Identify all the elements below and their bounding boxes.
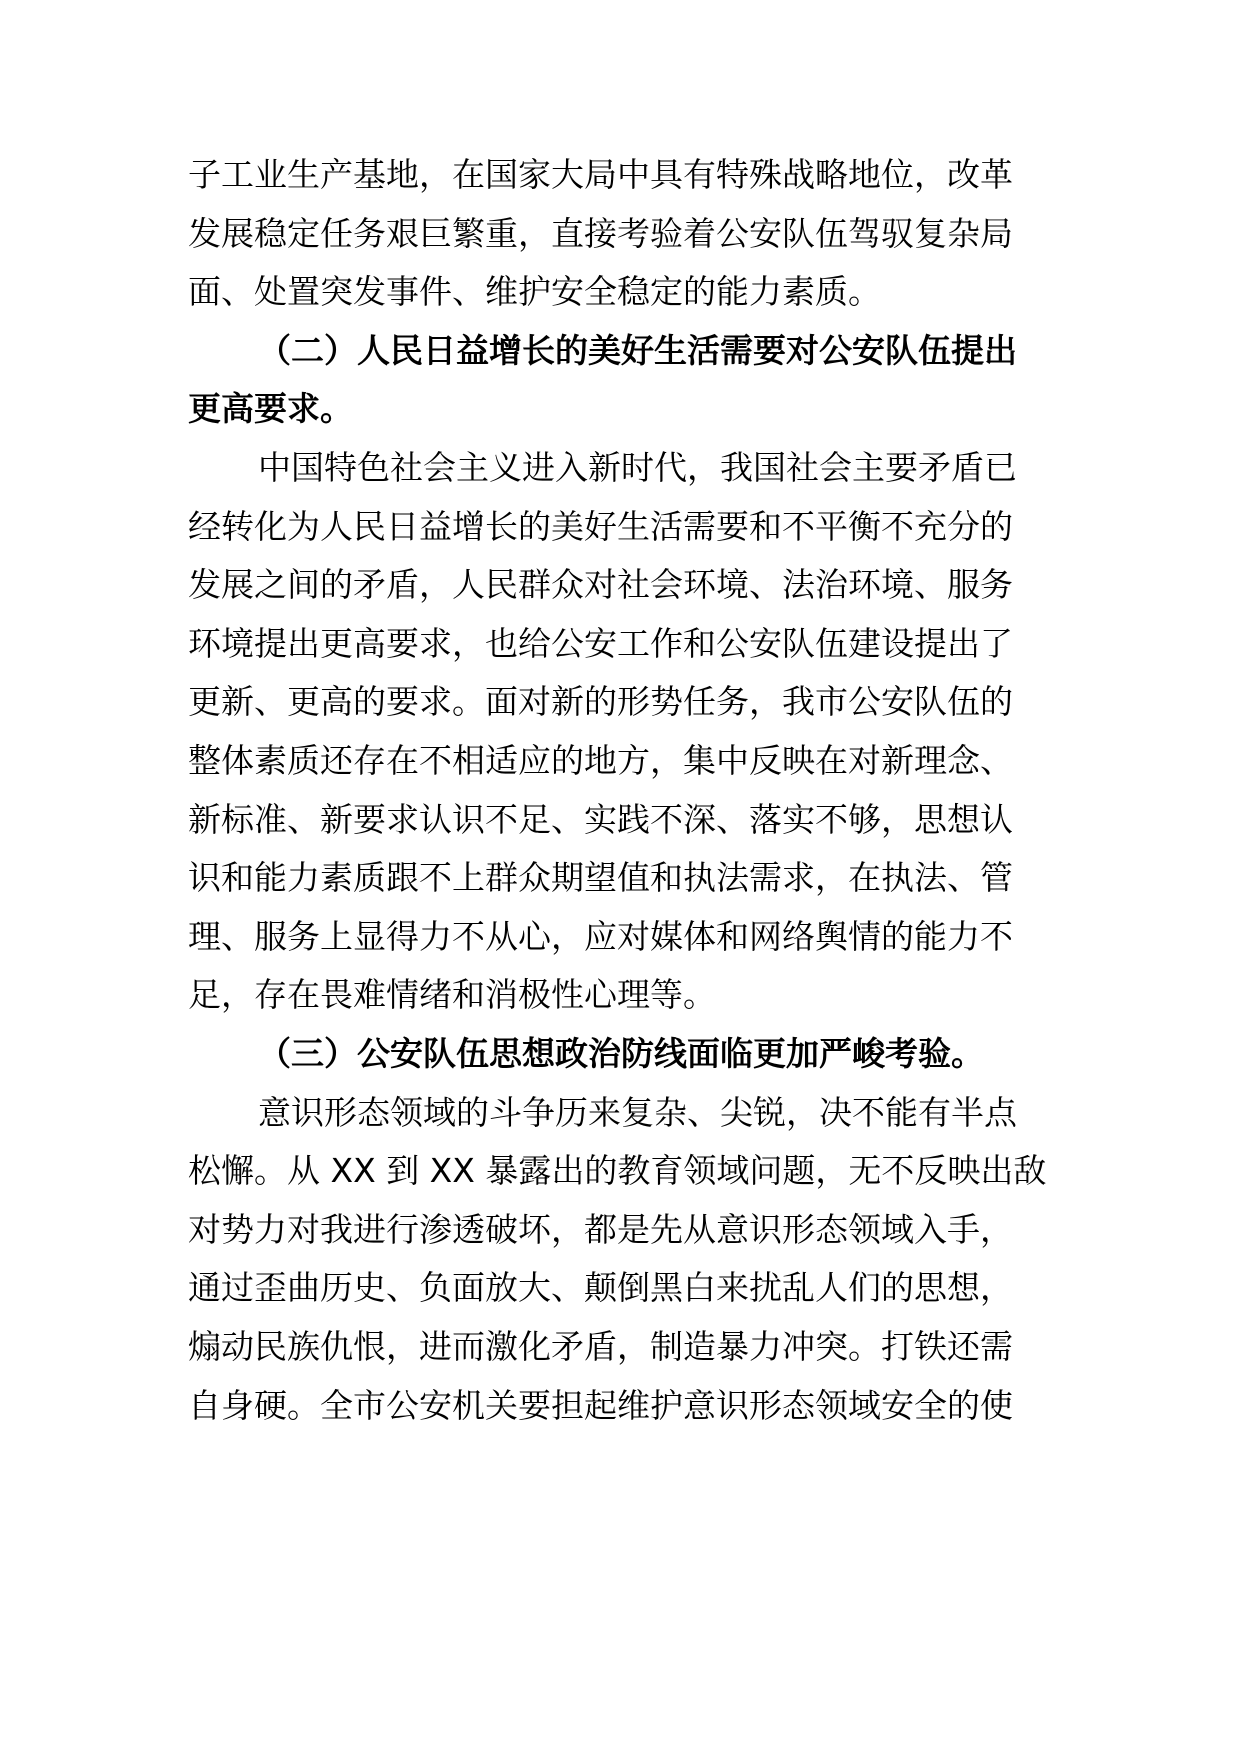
paragraph-line: 环境提出更高要求，也给公安工作和公安队伍建设提出了 xyxy=(188,623,1013,663)
section-heading-line: （二）人民日益增长的美好生活需要对公安队伍提出 xyxy=(258,330,1017,370)
section-heading-line: 更高要求。 xyxy=(188,389,353,429)
paragraph-line: 理、服务上显得力不从心，应对媒体和网络舆情的能力不 xyxy=(188,916,1013,956)
paragraph-line: 经转化为人民日益增长的美好生活需要和不平衡不充分的 xyxy=(188,506,1013,546)
paragraph-line: 煽动民族仇恨，进而激化矛盾，制造暴力冲突。打铁还需 xyxy=(188,1327,1013,1366)
paragraph-line: 更新、更高的要求。面对新的形势任务，我市公安队伍的 xyxy=(188,682,1013,722)
paragraph-line: 通过歪曲历史、负面放大、颠倒黑白来扰乱人们的思想， xyxy=(188,1268,1013,1308)
paragraph-line: 松懈。从 XX 到 XX 暴露出的教育领域问题，无不反映出敌 xyxy=(188,1151,1047,1191)
paragraph-line: 新标准、新要求认识不足、实践不深、落实不够，思想认 xyxy=(188,799,1013,839)
paragraph-line: 整体素质还存在不相适应的地方，集中反映在对新理念、 xyxy=(188,741,1013,780)
paragraph-line: 意识形态领域的斗争历来复杂、尖锐，决不能有半点 xyxy=(258,1092,1017,1132)
paragraph-line: 足，存在畏难情绪和消极性心理等。 xyxy=(188,975,716,1015)
paragraph-line: 中国特色社会主义进入新时代，我国社会主要矛盾已 xyxy=(258,448,1017,487)
paragraph-line: 识和能力素质跟不上群众期望值和执法需求，在执法、管 xyxy=(188,858,1013,898)
paragraph-line: 自身硬。全市公安机关要担起维护意识形态领域安全的使 xyxy=(188,1385,1013,1425)
paragraph-line: 子工业生产基地，在国家大局中具有特殊战略地位，改革 xyxy=(188,155,1013,194)
paragraph-line: 对势力对我进行渗透破坏，都是先从意识形态领域入手， xyxy=(188,1209,1013,1249)
paragraph-line: 面、处置突发事件、维护安全稳定的能力素质。 xyxy=(188,272,881,312)
section-heading-line: （三）公安队伍思想政治防线面临更加严峻考验。 xyxy=(258,1034,984,1073)
paragraph-line: 发展之间的矛盾，人民群众对社会环境、法治环境、服务 xyxy=(188,565,1013,605)
paragraph-line: 发展稳定任务艰巨繁重，直接考验着公安队伍驾驭复杂局 xyxy=(188,213,1013,253)
